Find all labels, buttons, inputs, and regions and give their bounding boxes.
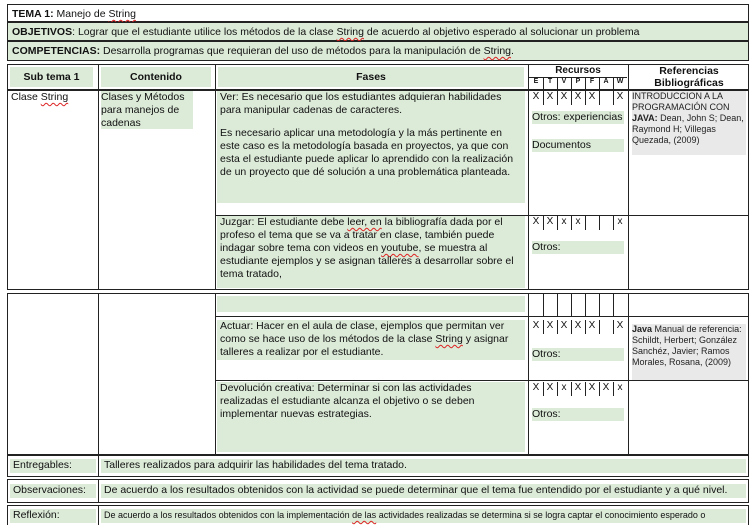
recursos-col-3: P xyxy=(575,78,581,85)
tema-text: Manejo de xyxy=(53,8,109,20)
fases-header: Fases xyxy=(218,67,524,87)
referencias-header: Referencias Bibliográficas xyxy=(654,65,724,89)
competencias-row xyxy=(7,41,749,61)
recursos-ver-marks xyxy=(529,91,627,105)
referencia-2: Java Manual de referencia: Schildt, Herbert; González Sanchéz, Javier; Ramos Morales, Rosana, (2009) xyxy=(632,324,746,380)
fase-ver-p1: Ver: Es necesario que los estudiantes adquieran habilidades para manipular cadenas de caracteres. xyxy=(220,91,502,116)
subtema-cell: Clase String xyxy=(11,91,69,103)
mark-devol-1: X xyxy=(546,382,554,393)
objetivos-word: String xyxy=(336,26,364,38)
recursos-actuar-otros: Otros: xyxy=(532,348,624,361)
recursos-empty-grid xyxy=(529,294,627,316)
recursos-ver-docs: Documentos xyxy=(532,139,624,152)
subtema-header: Sub tema 1 xyxy=(10,67,93,87)
mark-devol-5: X xyxy=(602,382,610,393)
mark-devol-6: x xyxy=(617,382,623,393)
mark-devol-4: X xyxy=(588,382,596,393)
objetivos-text-end: de acuerdo al objetivo esperado al solucionar un problema xyxy=(363,26,640,38)
mark-juzgar-3: x xyxy=(575,216,581,227)
observaciones-text: De acuerdo a los resultados obtenidos con la actividad se puede determinar que el tema fue entendido por el estudiante y a qué nivel. xyxy=(101,484,746,498)
fase-ver-p2: Es necesario aplicar una metodología y la más pertinente en este caso es la metodología basada en proyectos, ya que con esta el estudiante puede aplicar lo aprendido con la realización de un proyecto que dé solución a una problemática planteada. xyxy=(220,127,514,178)
recursos-subheader xyxy=(529,77,627,89)
objetivos-text: : Lograr que el estudiante utilice los métodos de la clase xyxy=(72,26,337,38)
competencias-label: COMPETENCIAS: xyxy=(12,45,101,57)
recursos-col-2: V xyxy=(561,78,567,85)
mark-ver-6: X xyxy=(616,91,624,102)
referencia-1: INTRODUCCION A LA PROGRAMACIÓN CON JAVA: Dean, John S; Dean, Raymond H; Villegas Quezada, (2009) xyxy=(632,91,746,155)
entregables-label: Entregables: xyxy=(10,459,96,473)
observaciones-label: Observaciones: xyxy=(10,484,96,498)
recursos-col-5: A xyxy=(603,78,609,85)
recursos-col-6: W xyxy=(616,78,624,85)
tema-word: String xyxy=(108,8,136,20)
contenido-cell: Clases y Métodos para manejos de cadenas xyxy=(101,91,193,129)
recursos-juzgar-marks xyxy=(529,216,627,230)
mark-juzgar-1: X xyxy=(546,216,554,227)
recursos-actuar-marks xyxy=(529,320,627,334)
recursos-devol-otros: Otros: xyxy=(532,408,624,421)
reflexion-row xyxy=(7,505,749,525)
observaciones-row xyxy=(7,479,749,503)
fase-ver xyxy=(217,91,525,203)
mark-devol-2: x xyxy=(561,382,567,393)
reflexion-text: De acuerdo a los resultados obtenidos con la implementación de las actividades realizadas se determina si se logra captar el conocimiento esperado o xyxy=(101,509,746,523)
mark-devol-0: X xyxy=(532,382,540,393)
tema-row xyxy=(7,4,749,22)
mark-actuar-0: X xyxy=(532,320,540,331)
mark-actuar-3: X xyxy=(574,320,582,331)
tema-label: TEMA 1: xyxy=(12,8,54,20)
recursos-devol-marks xyxy=(529,382,627,396)
mark-ver-2: X xyxy=(560,91,568,102)
fase-devolucion: Devolución creativa: Determinar si con las actividades realizadas el estudiante alcanza el objetivo o se deben implementar nuevas estrategias. xyxy=(217,382,525,452)
mark-juzgar-2: x xyxy=(561,216,567,227)
objetivos-label: OBJETIVOS xyxy=(12,26,73,38)
fase-juzgar: Juzgar: El estudiante debe leer, en la bibliografía dada por el profeso el tema que se va a tratar en clase, también puede indagar sobre tema con videos en youtube, se muestra al estudiante ejemplos y se asignan talleres a desarrollar sobre el tema tratado, xyxy=(217,216,525,288)
recursos-ver-otros: Otros: experiencias xyxy=(532,111,623,123)
mark-actuar-4: X xyxy=(588,320,596,331)
mark-devol-3: X xyxy=(574,382,582,393)
recursos-col-0: E xyxy=(533,78,539,85)
competencias-text-end: . xyxy=(511,45,514,57)
contenido-header: Contenido xyxy=(101,67,211,87)
mark-ver-1: X xyxy=(546,91,554,102)
table-header-row xyxy=(7,64,749,90)
recursos-col-1: T xyxy=(547,78,553,85)
recursos-juzgar-otros: Otros: xyxy=(532,241,624,254)
entregables-row xyxy=(7,455,749,477)
mark-actuar-1: X xyxy=(546,320,554,331)
competencias-text: Desarrolla programas que requieran del uso de métodos para la manipulación de xyxy=(100,45,484,57)
entregables-text: Talleres realizados para adquirir las habilidades del tema tratado. xyxy=(101,459,746,473)
recursos-col-4: F xyxy=(589,78,595,85)
mark-actuar-2: X xyxy=(560,320,568,331)
block-1 xyxy=(7,90,749,290)
fase-empty xyxy=(217,296,525,312)
recursos-header: Recursos xyxy=(555,65,601,76)
mark-ver-0: X xyxy=(532,91,540,102)
reflexion-label: Reflexión: xyxy=(10,509,96,523)
block-2 xyxy=(7,293,749,455)
objetivos-row xyxy=(7,22,749,41)
mark-ver-4: X xyxy=(588,91,596,102)
fase-actuar: Actuar: Hacer en el aula de clase, ejemplos que permitan ver como se hace uso de los métodos de la clase String y asignar talleres a realizar por el estudiante. xyxy=(217,320,525,360)
competencias-word: String xyxy=(483,45,512,57)
mark-actuar-6: X xyxy=(616,320,624,331)
mark-ver-3: X xyxy=(574,91,582,102)
mark-juzgar-0: X xyxy=(532,216,540,227)
mark-juzgar-6: x xyxy=(617,216,623,227)
